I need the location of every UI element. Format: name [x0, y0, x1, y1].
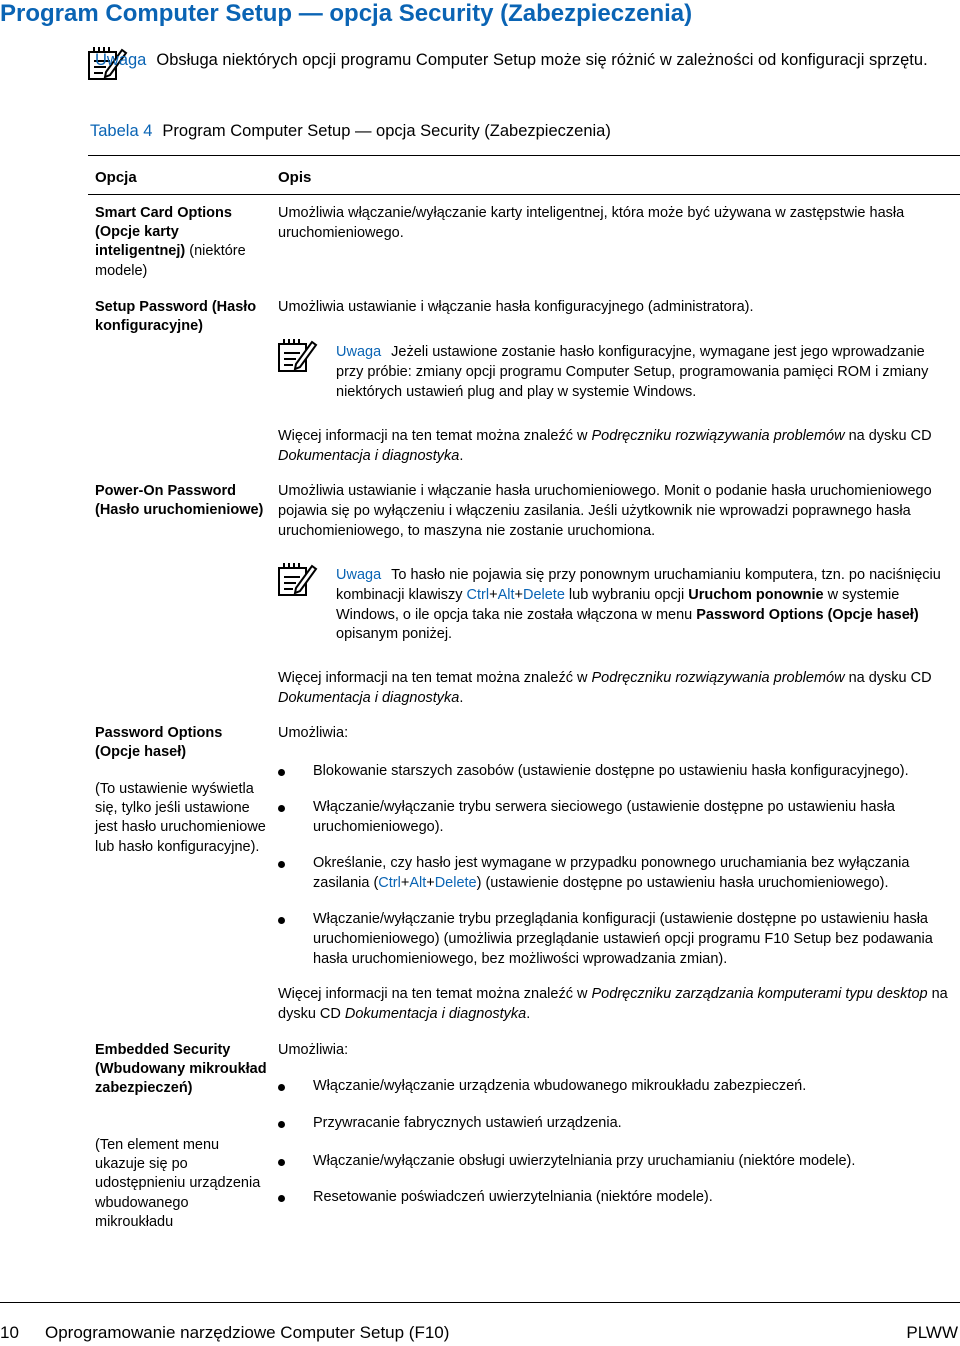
top-note [95, 50, 955, 70]
bullet-dot-icon [278, 1084, 285, 1091]
option-name: Power-On Password (Hasło uruchomieniowe) [95, 483, 264, 519]
option-embedded-security-note: (Ten element menu ukazuje się po udostępnieniu urządzenia wbudowanego mikroukładu [95, 1137, 261, 1230]
option-name: Embedded Security (Wbudowany mikroukład zabezpieczeń) [95, 1042, 267, 1097]
option-name: Password Options (Opcje haseł) [95, 725, 223, 761]
manual-title: Podręczniku rozwiązywania problemów [591, 670, 845, 686]
option-name: Smart Card Options (Opcje karty inteligentnej) [95, 205, 232, 260]
key-delete: Delete [434, 874, 477, 891]
description-setup-password: Umożliwia ustawianie i włączanie hasła konfiguracyjnego (administratora). [278, 299, 754, 315]
description-power-on-password: Umożliwia ustawianie i włączanie hasła uruchomieniowego. Monit o podanie hasła uruchomieniowego pojawia się po wyłączeniu i włączeniu zasilania. Jeśli użytkownik nie wprowadzi poprawnego hasła uruchomieniowego, to maszyna nie zostanie uruchomiona. [278, 483, 932, 539]
option-password-options [95, 724, 270, 762]
password-options-more-info: Więcej informacji na ten temat można znaleźć w Podręczniku zarządzania komputerami typu desktop na dysku CD Dokumentacja i diagnostyka. [278, 986, 948, 1022]
option-smart-card [95, 204, 270, 281]
table-caption-text: Program Computer Setup — opcja Security (Zabezpieczenia) [162, 122, 611, 140]
column-header-option: Opcja [95, 169, 137, 186]
page-title: Program Computer Setup — opcja Security (Zabezpieczenia) [0, 0, 693, 27]
option-note: (niektóre modele) [95, 243, 246, 279]
option-password-options-note: (To ustawienie wyświetla się, tylko jeśli ustawione jest hasło uruchomieniowe lub hasło konfiguracyjne). [95, 781, 266, 855]
column-header-description: Opis [278, 169, 312, 186]
table-caption [90, 122, 611, 141]
note-text: Jeżeli ustawione zostanie hasło konfiguracyjne, wymagane jest jego wprowadzanie przy próbie: zmiany opcji programu Computer Setup, programowania pamięci ROM i zmiany niektórych ustawień plug and play w systemie Windows. [336, 344, 929, 400]
cd-title: Dokumentacja i diagnostyka [278, 447, 460, 464]
note-label: Uwaga [95, 51, 147, 69]
footer-rule [0, 1302, 960, 1303]
table-top-rule [88, 155, 960, 156]
option-setup-password [95, 298, 270, 336]
note-text: Obsługa niektórych opcji programu Computer Setup może się różnić w zależności od konfiguracji sprzętu. [156, 51, 928, 69]
power-on-note: Uwaga To hasło nie pojawia się przy ponownym uruchamianiu komputera, tzn. po naciśnięciu kombinacji klawiszy Ctrl+Alt+Delete lub wybraniu opcji Uruchom ponownie w systemie Windows, o ile opcja taka nie została włączona w menu Password Options (Opcje haseł) opisanym poniżej. [336, 567, 941, 643]
footer-section-title: Oprogramowanie narzędziowe Computer Setup (F10) [45, 1323, 450, 1342]
bullet-dot-icon [278, 861, 285, 868]
cd-title: Dokumentacja i diagnostyka [278, 689, 460, 706]
password-options-intro: Umożliwia: [278, 725, 349, 741]
bullet-dot-icon [278, 805, 285, 812]
setup-password-note [336, 343, 954, 402]
note-label: Uwaga [336, 567, 382, 583]
option-name: Setup Password (Hasło konfiguracyjne) [95, 299, 257, 335]
note-pencil-icon [274, 336, 318, 374]
bullet-dot-icon [278, 769, 285, 776]
bullet-dot-icon [278, 917, 285, 924]
note-label: Uwaga [336, 344, 382, 360]
table-caption-label: Tabela 4 [90, 122, 153, 140]
setup-password-more-info: Więcej informacji na ten temat można znaleźć w Podręczniku rozwiązywania problemów na dysku CD Dokumentacja i diagnostyka. [278, 428, 932, 464]
key-ctrl: Ctrl [466, 586, 490, 603]
key-ctrl: Ctrl [378, 874, 401, 891]
description-smart-card: Umożliwia włączanie/wyłączanie karty inteligentnej, która może być używana w zastępstwie hasła uruchomieniowego. [278, 205, 905, 241]
cd-title: Dokumentacja i diagnostyka [344, 1005, 527, 1022]
option-embedded-security [95, 1041, 270, 1099]
bullet-dot-icon [278, 1195, 285, 1202]
manual-title: Podręczniku zarządzania komputerami typu desktop [591, 986, 928, 1002]
bullet-dot-icon [278, 1121, 285, 1128]
key-alt: Alt [409, 874, 427, 891]
manual-title: Podręczniku rozwiązywania problemów [591, 428, 845, 444]
footer-doc-code: PLWW [906, 1323, 958, 1342]
option-power-on-password [95, 482, 270, 520]
power-on-more-info: Więcej informacji na ten temat można znaleźć w Podręczniku rozwiązywania problemów na dysku CD Dokumentacja i diagnostyka. [278, 670, 932, 706]
page-number: 10 [0, 1323, 19, 1342]
header-rule [88, 194, 960, 195]
bullet-dot-icon [278, 1159, 285, 1166]
key-alt: Alt [497, 586, 515, 603]
note-pencil-icon [274, 560, 318, 598]
key-delete: Delete [522, 586, 565, 603]
embedded-security-intro: Umożliwia: [278, 1042, 349, 1058]
